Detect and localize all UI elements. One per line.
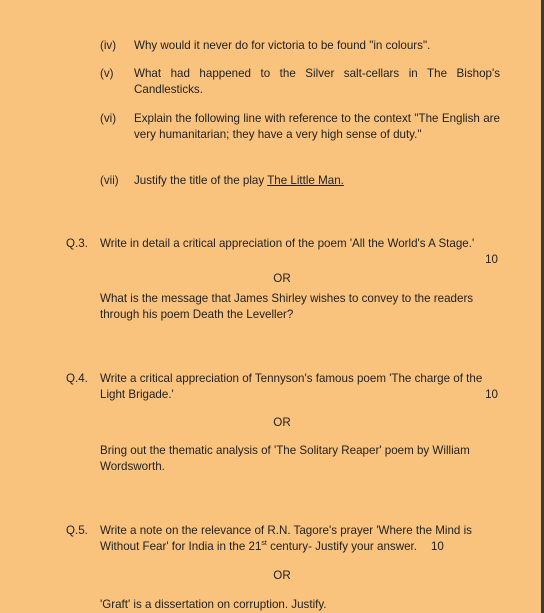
- question-text: [100, 523, 498, 555]
- question-text: Write a critical appreciation of Tennyson's famous poem 'The charge of the Light Brigade.': [100, 372, 483, 401]
- marks: 10: [485, 388, 498, 401]
- alternative-text: Bring out the thematic analysis of 'The Solitary Reaper' poem by William Wordsworth.: [100, 444, 470, 473]
- or-divider: OR: [273, 569, 291, 582]
- subquestion-number: (v): [100, 67, 114, 80]
- subquestion-text-lead: Justify the title of the play: [134, 174, 268, 187]
- play-title: The Little Man.: [267, 174, 344, 187]
- subquestion-text: What had happened to the Silver salt-cellars in The Bishop's Candlesticks.: [134, 67, 500, 96]
- question-number: Q.3.: [66, 237, 88, 250]
- subquestion-text: Why would it never do for victoria to be found "in colours".: [134, 39, 431, 52]
- question-5: [66, 523, 498, 555]
- or-divider: OR: [273, 272, 291, 285]
- alternative-text: What is the message that James Shirley wishes to convey to the readers through his poem Death the Leveller?: [100, 292, 474, 321]
- question-3-marks-row: [66, 252, 498, 268]
- subquestion-number: (vii): [100, 174, 119, 187]
- question-3: [66, 236, 498, 252]
- question-4-alternative: [66, 443, 498, 475]
- question-4-marks-row: [66, 387, 498, 403]
- question-number: Q.5.: [66, 524, 88, 537]
- question-3-alternative: [66, 291, 498, 323]
- subquestion-number: (vi): [100, 112, 117, 125]
- subquestion-number: (iv): [100, 39, 117, 52]
- question-text: Write in detail a critical appreciation of the poem 'All the World's A Stage.': [100, 237, 475, 250]
- or-divider: OR: [273, 416, 291, 429]
- subquestion-vii: [100, 173, 500, 189]
- marks: 10: [430, 540, 444, 553]
- subquestion-text: [134, 173, 500, 189]
- subquestion-v: [100, 66, 500, 98]
- subquestion-text: Explain the following line with reference to the context "The English are very humanitarian; they have a very high sense of duty.": [134, 112, 500, 141]
- question-5-alternative: [66, 597, 498, 613]
- marks: 10: [485, 253, 498, 266]
- question-number: Q.4.: [66, 372, 88, 385]
- alternative-text: 'Graft' is a dissertation on corruption. Justify.: [100, 598, 327, 611]
- question-text-a: Write a note on the relevance of R.N. Tagore's prayer 'Where the Mind is Without Fear' for India in the 21: [100, 524, 472, 553]
- ordinal-suffix: st: [261, 540, 267, 548]
- subquestion-iv: [100, 38, 500, 54]
- question-text-b: century- Justify your answer.: [266, 540, 417, 553]
- subquestion-vi: [100, 111, 500, 143]
